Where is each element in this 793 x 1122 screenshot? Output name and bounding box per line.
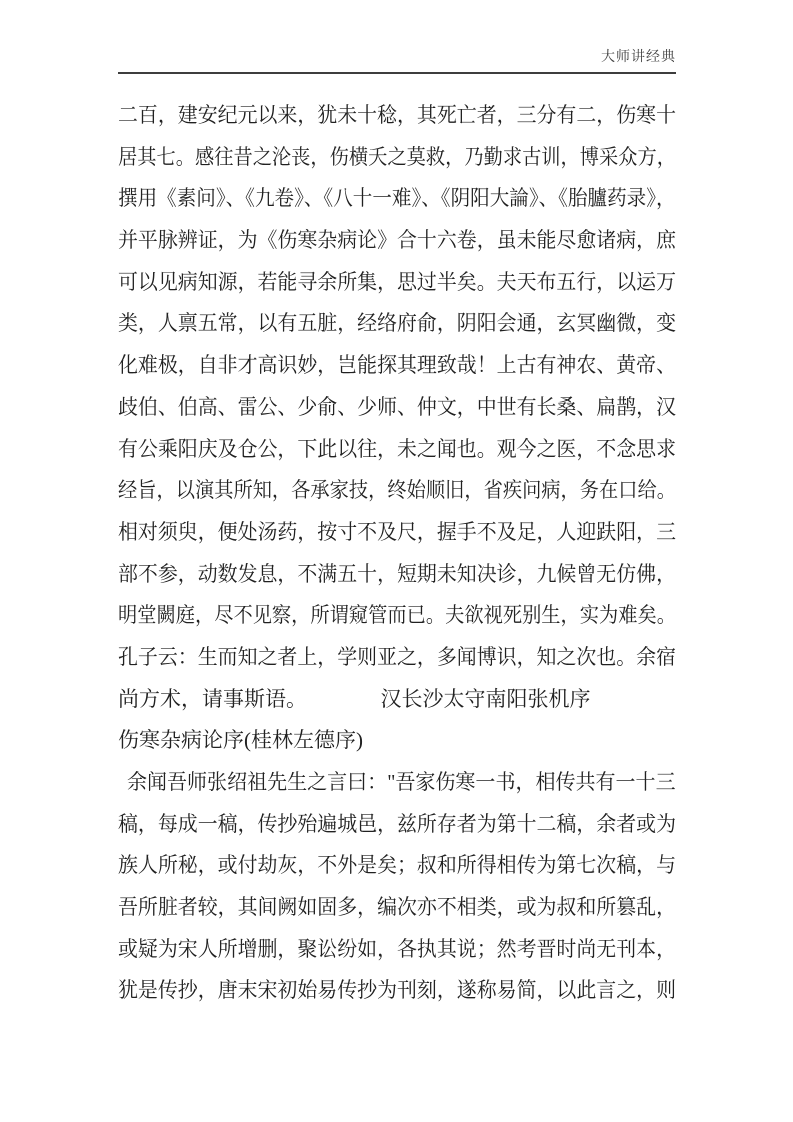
text-line: 吾所脏者较，其间阙如固多，编次亦不相类，或为叔和所篡乱，	[118, 895, 676, 920]
text-line: 可以见病知源，若能寻余所集，思过半矣。夫天布五行，以运万	[118, 269, 676, 294]
text-line: 或疑为宋人所增删，聚讼纷如，各执其说；然考晋时尚无刊本，	[118, 936, 676, 961]
text-line: 歧伯、伯高、雷公、少俞、少师、仲文，中世有长桑、扁鹊，汉	[118, 394, 676, 419]
text-line: 部不参，动数发息，不满五十，短期未知决诊，九候曾无仿佛，	[118, 561, 676, 586]
text-line: 相对须臾，便处汤药，按寸不及尺，握手不及足，人迎趺阳，三	[118, 519, 676, 544]
signature-line: 尚方术，请事斯语。 汉长沙太守南阳张机序	[118, 686, 591, 711]
text-line: 二百，建安纪元以来，犹未十稔，其死亡者，三分有二，伤寒十	[118, 103, 676, 127]
text-line: 余闻吾师张绍祖先生之言曰："吾家伤寒一书，相传共有一十三	[127, 770, 676, 794]
text-line: 居其七。感往昔之沦丧，伤横夭之莫救，乃勤求古训，博采众方，	[118, 144, 676, 169]
text-line: 撰用《素问》、《九卷》、《八十一难》、《阴阳大論》、《胎臚药录》，	[118, 186, 676, 211]
header-divider-rule	[118, 72, 676, 74]
text-line: 犹是传抄，唐末宋初始易传抄为刊刻，遂称易简，以此言之，则	[118, 978, 676, 1003]
section-title-line: 伤寒杂病论序(桂林左德序)	[118, 728, 363, 753]
document-body	[118, 95, 676, 1012]
text-line: 经旨，以演其所知，各承家技，终始顺旧，省疾问病，务在口给。	[118, 478, 676, 503]
text-line: 类，人禀五常，以有五脏，经络府俞，阴阳会通，玄冥幽微，变	[118, 311, 676, 336]
text-line: 族人所秘，或付劫灰，不外是矣；叔和所得相传为第七次稿，与	[118, 853, 676, 878]
text-line: 孔子云：生而知之者上，学则亚之，多闻博识，知之次也。余宿	[118, 644, 676, 669]
text-line: 并平脉辨证，为《伤寒杂病论》合十六卷，虽未能尽愈诸病，庶	[118, 228, 676, 253]
text-line: 化难极，自非才高识妙，岂能探其理致哉！上古有神农、黄帝、	[118, 353, 676, 378]
text-line: 明堂闕庭，尽不见察，所谓窥管而已。夫欲视死别生，实为难矣。	[118, 603, 676, 628]
text-line: 稿，每成一稿，传抄殆遍城邑，兹所存者为第十二稿，余者或为	[118, 811, 676, 836]
page-header-title: 大师讲经典	[601, 50, 676, 65]
text-line: 有公乘阳庆及仓公，下此以往，未之闻也。观今之医，不念思求	[118, 436, 676, 461]
